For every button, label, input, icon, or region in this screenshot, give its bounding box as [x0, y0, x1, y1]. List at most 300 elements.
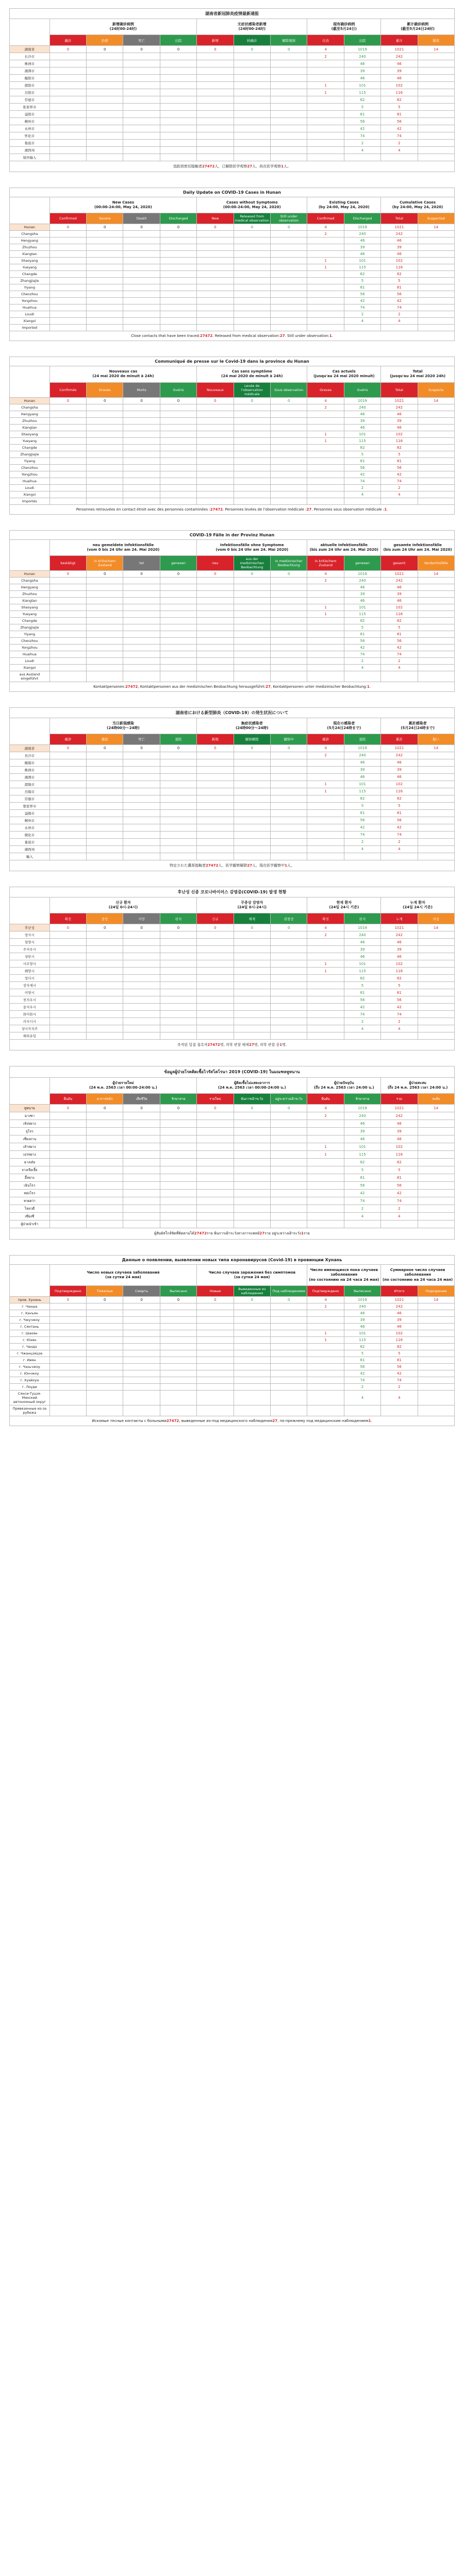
value-cell	[123, 457, 160, 464]
value-cell	[197, 89, 234, 96]
region-name: เยว่หยาง	[10, 1151, 50, 1159]
region-name: Shaoyang	[10, 258, 50, 264]
value-cell: 39	[381, 417, 418, 424]
value-cell: 56	[344, 464, 380, 471]
value-cell: 5	[381, 278, 418, 284]
value-cell	[418, 411, 454, 417]
value-cell	[271, 411, 307, 417]
region-name: 창더시	[10, 975, 50, 982]
table-row	[10, 60, 455, 67]
value-cell	[418, 67, 454, 75]
group-header: Число случаев заражения без симптомов (за сутки 24 мая)	[197, 1265, 307, 1285]
group-header: ผู้ป่วยสะสม (ถึง 24 พ.ค. 2563 เวลา 24:00 น.)	[381, 1078, 455, 1094]
column-header: 死亡	[123, 35, 160, 46]
footnote-number: 27	[306, 507, 312, 512]
value-cell	[197, 437, 234, 444]
footnote-number: 27472	[125, 684, 138, 689]
value-cell	[87, 1136, 123, 1143]
column-header: Подозрение	[418, 1285, 454, 1296]
column-header: Confirmed	[307, 213, 344, 224]
table-row	[10, 584, 455, 590]
value-cell	[160, 1205, 196, 1213]
footnote-number: 27	[272, 1418, 278, 1423]
value-cell	[123, 484, 160, 491]
value-cell	[87, 1205, 123, 1213]
table-row	[10, 657, 455, 664]
value-cell	[87, 498, 123, 504]
table-row	[10, 318, 455, 325]
value-cell	[418, 424, 454, 431]
value-cell	[49, 89, 86, 96]
case-table	[9, 1264, 455, 1416]
value-cell	[197, 67, 234, 75]
table-row	[10, 437, 455, 444]
value-cell	[418, 781, 454, 788]
footnote	[9, 682, 455, 692]
value-cell: 42	[344, 1190, 380, 1197]
table-row	[10, 1377, 455, 1383]
table-row	[10, 809, 455, 817]
group-header: 신규 환자 (24일 0시-24시)	[49, 897, 197, 913]
value-cell: 4	[381, 1213, 418, 1221]
value-cell	[234, 584, 270, 590]
value-cell: 0	[49, 570, 86, 577]
value-cell	[271, 604, 307, 611]
region-name: 常德市	[10, 96, 50, 104]
value-cell	[307, 1405, 344, 1416]
region-name: 长沙市	[10, 53, 50, 60]
value-cell	[160, 1390, 196, 1405]
value-cell: 2	[344, 657, 380, 664]
value-cell	[160, 809, 196, 817]
value-cell	[49, 1310, 86, 1316]
column-header: Sous observation	[271, 382, 307, 397]
value-cell	[307, 1011, 344, 1018]
value-cell: 242	[381, 231, 418, 238]
value-cell	[234, 147, 270, 154]
block-title: Communiqué de presse sur le Covid-19 dans la province du Hunan	[9, 357, 455, 366]
value-cell	[49, 125, 86, 132]
value-cell	[160, 1323, 196, 1330]
value-cell: 81	[381, 1357, 418, 1363]
footnote-number: 1	[367, 684, 370, 689]
value-cell	[307, 939, 344, 946]
footnote	[9, 1228, 455, 1240]
table-row	[10, 845, 455, 853]
value-cell: 1	[307, 611, 344, 617]
value-cell	[307, 1120, 344, 1128]
value-cell: 81	[344, 457, 380, 464]
value-cell	[197, 478, 234, 484]
table-row	[10, 478, 455, 484]
value-cell	[197, 1213, 234, 1221]
region-name: г. Чжучжоу	[10, 1316, 50, 1323]
value-cell: 116	[381, 611, 418, 617]
value-cell	[49, 611, 86, 617]
value-cell	[160, 817, 196, 824]
footnote-number: 27472	[200, 334, 213, 338]
value-cell	[197, 671, 234, 682]
table-row	[10, 1213, 455, 1221]
value-cell: 39	[344, 1316, 380, 1323]
value-cell	[234, 1136, 270, 1143]
value-cell	[123, 437, 160, 444]
value-cell	[234, 577, 270, 584]
value-cell	[123, 788, 160, 795]
value-cell	[123, 284, 160, 291]
value-cell	[197, 60, 234, 67]
value-cell	[160, 651, 196, 657]
value-cell	[160, 464, 196, 471]
value-cell	[197, 845, 234, 853]
region-name: เฉินโจว	[10, 1182, 50, 1190]
region-name: г. Лоуди	[10, 1383, 50, 1390]
value-cell: 82	[381, 1343, 418, 1350]
value-cell	[87, 491, 123, 498]
value-cell: 1	[307, 437, 344, 444]
value-cell	[234, 82, 270, 89]
value-cell	[160, 1310, 196, 1316]
value-cell	[271, 1011, 307, 1018]
region-name: 岳阳市	[10, 89, 50, 96]
table-row	[10, 924, 455, 931]
value-cell	[234, 1221, 270, 1228]
value-cell	[197, 1405, 234, 1416]
column-header: in kritischem Zustand	[87, 555, 123, 570]
footnote-text: 特定された濃厚接触者	[170, 863, 206, 868]
value-cell	[197, 278, 234, 284]
value-cell	[49, 1383, 86, 1390]
value-cell: 101	[344, 1143, 380, 1151]
value-cell: 0	[49, 397, 86, 404]
value-cell	[418, 1166, 454, 1174]
value-cell	[234, 1383, 270, 1390]
value-cell	[271, 1190, 307, 1197]
value-cell	[49, 96, 86, 104]
value-cell	[160, 577, 196, 584]
footnote	[9, 860, 455, 871]
value-cell	[234, 617, 270, 624]
value-cell: 240	[344, 1303, 380, 1310]
value-cell	[160, 597, 196, 604]
case-table	[9, 366, 455, 504]
value-cell	[418, 1190, 454, 1197]
footnote-text: . Personnes sous observation médicale :	[311, 507, 385, 512]
value-cell	[271, 1213, 307, 1221]
value-cell: 5	[381, 982, 418, 989]
value-cell	[307, 1159, 344, 1166]
value-cell	[160, 75, 196, 82]
value-cell	[123, 1182, 160, 1190]
column-header: Confirmés	[49, 382, 86, 397]
value-cell	[87, 1221, 123, 1228]
value-cell	[234, 1190, 270, 1197]
value-cell	[49, 946, 86, 953]
value-cell	[197, 637, 234, 644]
value-cell	[418, 154, 454, 161]
footnote-text: Personnes retrouvées en contact étroit avec des personnes contaminées :	[76, 507, 210, 512]
value-cell	[87, 1128, 123, 1136]
table-row	[10, 498, 455, 504]
table-row	[10, 611, 455, 617]
value-cell	[87, 271, 123, 278]
value-cell	[123, 590, 160, 597]
value-cell	[160, 617, 196, 624]
value-cell	[418, 1025, 454, 1032]
region-name: 화이화시	[10, 1011, 50, 1018]
region-name: 境外输入	[10, 154, 50, 161]
value-cell	[197, 118, 234, 125]
value-cell	[307, 1316, 344, 1323]
value-cell	[197, 96, 234, 104]
value-cell	[87, 96, 123, 104]
table-row	[10, 404, 455, 411]
value-cell	[160, 1136, 196, 1143]
table-row	[10, 224, 455, 231]
value-cell: 74	[381, 304, 418, 311]
value-cell	[123, 597, 160, 604]
table-row	[10, 590, 455, 597]
value-cell: 2	[307, 1112, 344, 1120]
value-cell	[271, 651, 307, 657]
case-table	[9, 197, 455, 331]
value-cell	[123, 939, 160, 946]
value-cell	[49, 590, 86, 597]
value-cell: 102	[381, 1143, 418, 1151]
column-header: Levée de l'observation médicale	[234, 382, 270, 397]
value-cell	[197, 1343, 234, 1350]
value-cell	[307, 291, 344, 298]
value-cell	[160, 1018, 196, 1025]
value-cell	[160, 1221, 196, 1228]
value-cell: 74	[381, 132, 418, 140]
table-row	[10, 1151, 455, 1159]
value-cell	[87, 1032, 123, 1040]
value-cell: 4	[307, 46, 344, 53]
value-cell	[160, 411, 196, 417]
value-cell: 46	[381, 1310, 418, 1316]
corner-cell	[10, 539, 50, 570]
value-cell: 1021	[381, 744, 418, 752]
value-cell	[418, 1316, 454, 1323]
value-cell	[87, 1011, 123, 1018]
value-cell	[49, 577, 86, 584]
region-name: г. Ииян	[10, 1357, 50, 1363]
value-cell	[87, 304, 123, 311]
value-cell	[307, 802, 344, 809]
value-cell	[87, 325, 123, 331]
value-cell	[87, 471, 123, 478]
value-cell	[271, 258, 307, 264]
value-cell: 46	[381, 1136, 418, 1143]
value-cell	[123, 1336, 160, 1343]
value-cell	[307, 118, 344, 125]
value-cell	[87, 60, 123, 67]
value-cell	[49, 752, 86, 759]
value-cell: 39	[344, 590, 380, 597]
value-cell	[307, 953, 344, 960]
value-cell: 46	[381, 411, 418, 417]
value-cell	[234, 766, 270, 773]
value-cell: 74	[381, 1197, 418, 1205]
value-cell	[123, 1136, 160, 1143]
value-cell	[49, 1151, 86, 1159]
value-cell	[123, 853, 160, 860]
value-cell: 1019	[344, 1296, 380, 1303]
value-cell	[234, 437, 270, 444]
value-cell	[271, 404, 307, 411]
value-cell	[418, 759, 454, 766]
value-cell	[87, 53, 123, 60]
region-name: เหิงหยาง	[10, 1120, 50, 1128]
value-cell	[197, 1174, 234, 1182]
value-cell	[123, 140, 160, 147]
value-cell	[49, 802, 86, 809]
value-cell	[234, 1377, 270, 1383]
value-cell: 1	[307, 604, 344, 611]
footnote-text: , по-прежнему под медицинским наблюдением	[277, 1418, 369, 1423]
value-cell	[271, 631, 307, 637]
value-cell	[123, 1310, 160, 1316]
value-cell	[87, 1316, 123, 1323]
value-cell: 0	[234, 224, 270, 231]
value-cell: 0	[160, 1105, 196, 1112]
value-cell	[49, 104, 86, 111]
group-header: Existing Cases (by 24:00, May 24, 2020)	[307, 197, 381, 213]
value-cell: 2	[381, 1018, 418, 1025]
value-cell	[234, 298, 270, 304]
table-row	[10, 617, 455, 624]
value-cell	[49, 1336, 86, 1343]
group-header: 新增确诊病例 (24时00-24时)	[49, 19, 197, 35]
column-header: 确诊	[49, 35, 86, 46]
value-cell	[123, 1166, 160, 1174]
group-header: ผู้ป่วยรายใหม่ (24 พ.ค. 2563 เวลา 00:00-24:00 น.)	[49, 1078, 197, 1094]
value-cell	[344, 498, 380, 504]
block-title: Daily Update on COVID-19 Cases in Hunan	[9, 188, 455, 197]
value-cell: 1019	[344, 570, 380, 577]
value-cell	[123, 644, 160, 651]
value-cell	[234, 89, 270, 96]
value-cell: 5	[344, 451, 380, 457]
value-cell: 82	[344, 96, 380, 104]
region-name: Xiangxi	[10, 664, 50, 671]
value-cell	[123, 431, 160, 437]
value-cell	[197, 1350, 234, 1357]
value-cell: 102	[381, 258, 418, 264]
value-cell	[271, 298, 307, 304]
value-cell	[234, 404, 270, 411]
region-name: Zhuzhou	[10, 417, 50, 424]
column-header: พ้นการเฝ้าระวัง	[234, 1094, 270, 1105]
value-cell	[160, 284, 196, 291]
value-cell	[87, 637, 123, 644]
table-row	[10, 1128, 455, 1136]
value-cell	[87, 411, 123, 417]
value-cell	[123, 1112, 160, 1120]
value-cell: 39	[381, 244, 418, 251]
value-cell: 0	[49, 1105, 86, 1112]
value-cell	[160, 140, 196, 147]
value-cell	[418, 611, 454, 617]
value-cell: 4	[307, 1296, 344, 1303]
value-cell	[160, 788, 196, 795]
region-name: 이양시	[10, 989, 50, 996]
value-cell	[87, 577, 123, 584]
value-cell	[418, 1377, 454, 1383]
table-row	[10, 271, 455, 278]
column-header: genesen	[344, 555, 380, 570]
value-cell	[49, 1143, 86, 1151]
value-cell	[160, 325, 196, 331]
value-cell	[160, 304, 196, 311]
value-cell	[234, 604, 270, 611]
value-cell	[87, 278, 123, 284]
value-cell: 115	[344, 264, 380, 271]
value-cell: 116	[381, 788, 418, 795]
value-cell	[418, 498, 454, 504]
value-cell: 46	[381, 584, 418, 590]
value-cell: 39	[344, 946, 380, 953]
value-cell: 42	[381, 644, 418, 651]
value-cell	[418, 1343, 454, 1350]
value-cell	[271, 637, 307, 644]
value-cell	[123, 1159, 160, 1166]
table-row	[10, 644, 455, 651]
value-cell	[418, 96, 454, 104]
value-cell: 81	[381, 111, 418, 118]
value-cell	[197, 471, 234, 478]
region-name: Loudi	[10, 657, 50, 664]
value-cell	[87, 597, 123, 604]
table-row	[10, 1032, 455, 1040]
value-cell	[160, 1213, 196, 1221]
value-cell	[87, 424, 123, 431]
value-cell	[271, 471, 307, 478]
column-header: 新規	[197, 734, 234, 744]
region-name: 張家界市	[10, 802, 50, 809]
value-cell	[271, 590, 307, 597]
value-cell	[49, 1011, 86, 1018]
table-row	[10, 251, 455, 258]
table-row	[10, 1112, 455, 1120]
value-cell	[271, 118, 307, 125]
value-cell	[271, 325, 307, 331]
value-cell	[197, 1136, 234, 1143]
value-cell: 5	[381, 451, 418, 457]
value-cell	[234, 53, 270, 60]
value-cell	[271, 1303, 307, 1310]
value-cell: 39	[344, 766, 380, 773]
value-cell	[123, 584, 160, 590]
value-cell	[160, 795, 196, 802]
block-title: Данные о появлении, выявлении новых типа коронавирусов (Covid-19) в провинции Хунань	[9, 1255, 455, 1264]
value-cell	[160, 404, 196, 411]
value-cell	[418, 1174, 454, 1182]
value-cell	[160, 1343, 196, 1350]
column-header: gesamt	[381, 555, 418, 570]
value-cell	[160, 1330, 196, 1336]
value-cell	[87, 1343, 123, 1350]
table-row	[10, 975, 455, 982]
value-cell: 14	[418, 1105, 454, 1112]
value-cell	[271, 968, 307, 975]
value-cell: 1	[307, 781, 344, 788]
value-cell	[49, 404, 86, 411]
value-cell	[271, 1182, 307, 1190]
value-cell	[271, 318, 307, 325]
table-row	[10, 953, 455, 960]
